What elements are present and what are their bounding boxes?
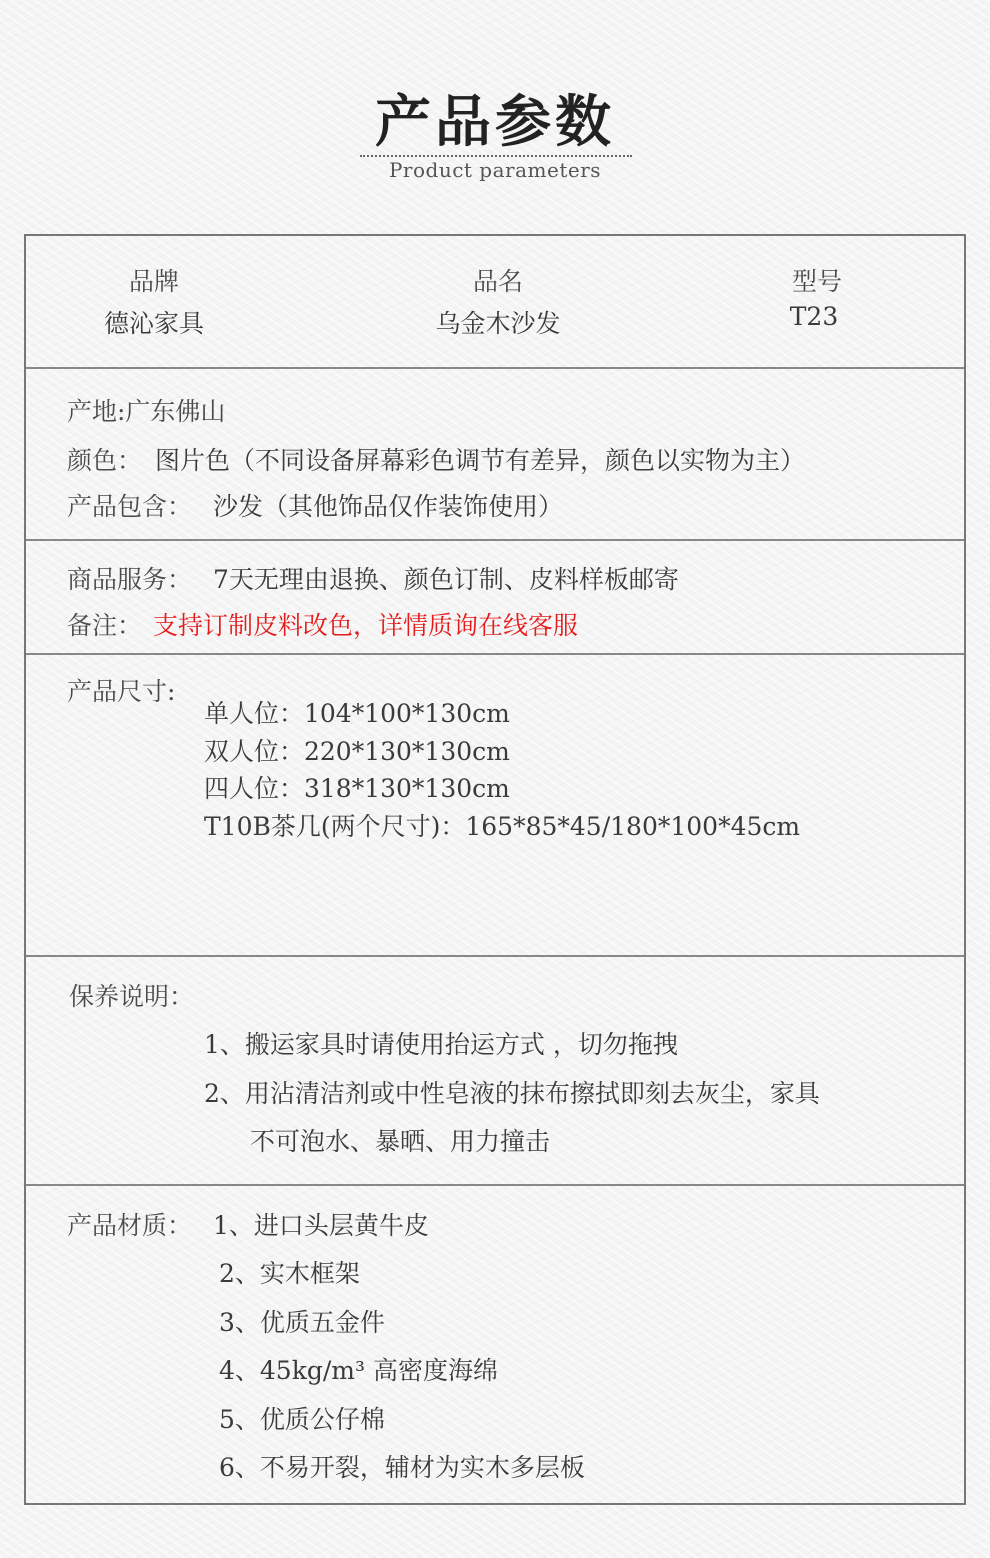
material-item: 5、优质公仔棉 bbox=[219, 1405, 385, 1434]
brand-label: 品牌 bbox=[128, 267, 180, 296]
size-item: 单人位：104*100*130cm bbox=[204, 699, 510, 728]
row-divider bbox=[26, 539, 964, 541]
row-divider bbox=[26, 1184, 964, 1186]
size-item: 双人位：220*130*130cm bbox=[204, 737, 510, 766]
page-title: 产品参数 bbox=[375, 90, 615, 155]
material-item: 4、45kg/m³ 高密度海绵 bbox=[219, 1356, 498, 1385]
size-item: T10B茶几(两个尺寸)：165*85*45/180*100*45cm bbox=[204, 812, 801, 841]
material-item: 3、优质五金件 bbox=[219, 1308, 385, 1337]
service-label: 商品服务： bbox=[67, 565, 193, 594]
material-item: 6、不易开裂，辅材为实木多层板 bbox=[219, 1453, 585, 1482]
material-item: 2、实木框架 bbox=[219, 1259, 360, 1288]
care-item: 不可泡水、暴晒、用力撞击 bbox=[250, 1127, 551, 1156]
material-item: 1、进口头层黄牛皮 bbox=[213, 1211, 429, 1240]
brand-value: 德沁家具 bbox=[103, 309, 205, 338]
row-divider bbox=[26, 367, 964, 369]
parameters-table bbox=[24, 234, 966, 1505]
includes-value: 沙发（其他饰品仅作装饰使用） bbox=[213, 492, 564, 521]
name-value: 乌金木沙发 bbox=[435, 309, 561, 338]
service-value: 7天无理由退换、颜色订制、皮料样板邮寄 bbox=[213, 565, 679, 594]
note-value: 支持订制皮料改色，详情质询在线客服 bbox=[153, 611, 579, 640]
material-label: 产品材质： bbox=[67, 1211, 193, 1240]
care-item: 2、用沾清洁剂或中性皂液的抹布擦拭即刻去灰尘，家具 bbox=[204, 1079, 820, 1108]
care-label: 保养说明： bbox=[69, 982, 195, 1011]
model-label: 型号 bbox=[791, 267, 843, 296]
note-label: 备注： bbox=[67, 611, 143, 640]
care-item: 1、搬运家具时请使用抬运方式 ，切勿拖拽 bbox=[204, 1030, 678, 1059]
size-item: 四人位：318*130*130cm bbox=[204, 774, 510, 803]
name-label: 品名 bbox=[472, 267, 524, 296]
row-divider bbox=[26, 955, 964, 957]
size-label: 产品尺寸: bbox=[67, 677, 176, 706]
color-value: 图片色（不同设备屏幕彩色调节有差异，颜色以实物为主） bbox=[155, 446, 806, 475]
row-divider bbox=[26, 653, 964, 655]
includes-label: 产品包含： bbox=[67, 492, 193, 521]
origin-line: 产地:广东佛山 bbox=[67, 397, 226, 426]
page-subtitle: Product parameters bbox=[388, 158, 602, 182]
title-divider bbox=[360, 155, 632, 157]
color-label: 颜色： bbox=[67, 446, 143, 475]
model-value: T23 bbox=[789, 302, 839, 331]
